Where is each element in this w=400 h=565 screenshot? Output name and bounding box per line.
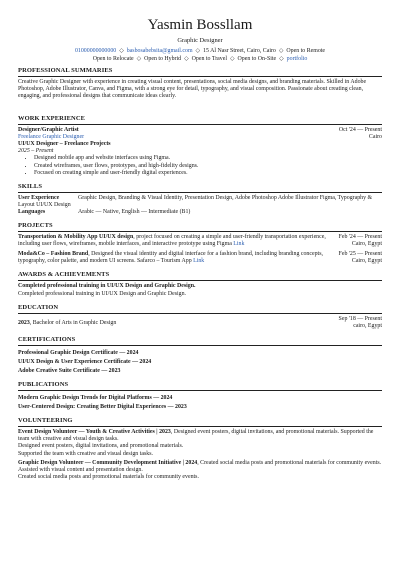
portfolio-link[interactable]: portfolio [286, 56, 308, 63]
project-date: Feb '24 — Present [338, 234, 382, 241]
work-preference: Open to Hybrid [144, 56, 182, 63]
project-entry [18, 234, 382, 248]
section-heading-education: EDUCATION [18, 304, 382, 314]
education-location: cairo, Egypt [353, 322, 382, 329]
project-title: Moda&Co – Fashion Brand [18, 251, 89, 258]
contact-line-1 [18, 47, 382, 55]
volunteer-detail: Designed event posters, digital invitations, and promotional materials. [18, 443, 184, 450]
section-heading-publications: PUBLICATIONS [18, 381, 382, 391]
education-date: Sep '18 — Present [338, 315, 382, 322]
list-item: • Designed mobile app and website interfaces using Figma. [34, 155, 382, 162]
section-heading-awards: AWARDS & ACHIEVEMENTS [18, 271, 382, 281]
project-link[interactable]: Link [233, 241, 245, 248]
project-title: Transportation & Mobility App UI/UX design [18, 234, 134, 241]
experience-row [18, 127, 382, 134]
section-heading-volunteering: VOLUNTEERING [18, 417, 382, 427]
volunteer-description: , Created social media posts and promotional materials for community events. Assisted with visual content and presentation design. [18, 459, 382, 473]
experience-date: Oct '24 — Present [338, 127, 382, 134]
work-preference: Open to On-Site [237, 56, 277, 63]
separator-icon: ◇ [136, 56, 142, 63]
skill-value: Arabic — Native, English — Intermediate (B1) [78, 208, 191, 215]
separator-icon: ◇ [279, 56, 284, 63]
email-link[interactable]: basbosabebsita@gmail.com [126, 48, 193, 54]
section-heading-certifications: CERTIFICATIONS [18, 336, 382, 346]
experience-date-2: 2025 – Present [18, 148, 54, 155]
volunteer-title: Event Design Volunteer — Youth & Creative Activities | 2023 [18, 429, 171, 436]
certification-item: UI/UX Design & User Experience Certificate — 2024 [18, 358, 152, 365]
volunteer-detail: Created social media posts and promotional materials for community events. [18, 473, 199, 480]
separator-icon: ◇ [278, 48, 284, 54]
address: 15 Al Nasr Street, Cairo, Cairo [203, 48, 276, 54]
project-location: Cairo, Egypt [351, 258, 382, 265]
separator-icon: ◇ [229, 56, 235, 63]
project-location: Cairo, Egypt [351, 241, 382, 248]
section-heading-summary: PROFESSIONAL SUMMARIES [18, 67, 382, 77]
volunteer-entry [18, 429, 382, 443]
education-entry [18, 316, 382, 330]
award-text: Completed professional training in UI/UX Design and Graphic Design. [18, 290, 187, 297]
languages-line [18, 209, 382, 216]
skill-label: Languages [18, 208, 46, 215]
project-date: Feb '25 — Present [338, 251, 382, 258]
education-year: 2023 [18, 319, 30, 326]
skill-label: User Experience [18, 194, 60, 201]
candidate-name: Yasmin Bossllam [147, 17, 253, 33]
volunteer-detail: Supported the team with creative and visual design tasks. [18, 450, 153, 457]
project-description: , Designed the visual identity and digital interface for a fashion brand, including branding concepts, typography, color palette, and modern UI screens. Safarco – Tourism App [18, 251, 323, 265]
summary-text: Creative Graphic Designer with experience in creating visual content, presentations, social media designs, and branding materials. Skilled in Adobe Photoshop, Adobe Illustrator, Canva, and Figma, with a strong eye for detail, typography, and visual composition. Passionate about creating clean, engaging, and professional designs that communicate ideas clearly. [18, 78, 367, 99]
award-title: Completed professional training in UI/UX Design and Graphic Design. [18, 283, 196, 290]
education-degree: , Bachelor of Arts in Graphic Design [29, 319, 117, 326]
volunteer-entry [18, 460, 382, 474]
experience-org-row [18, 134, 382, 141]
skill-value: Graphic Design, Branding & Visual Identity, Presentation Design, Adobe Photoshop Adobe Illustrator Figma, Typography & Layout UI/UX Design [18, 194, 373, 208]
publication-item: Modern Graphic Design Trends for Digital Platforms — 2024 [18, 395, 173, 402]
section-heading-skills: SKILLS [18, 183, 382, 193]
list-item: • Created wireframes, user flows, prototypes, and high-fidelity designs. [34, 163, 382, 170]
work-preference: Open to Travel [191, 56, 227, 63]
separator-icon: ◇ [195, 48, 201, 54]
experience-location: Cairo [368, 134, 382, 141]
contact-line-2 [18, 55, 382, 63]
experience-bullets [18, 155, 382, 176]
experience-org-link[interactable]: Freelance Graphic Designer [18, 134, 85, 141]
volunteer-title: Graphic Design Volunteer — Community Development Initiative | 2024 [18, 459, 198, 466]
section-heading-experience: WORK EXPERIENCE [18, 115, 382, 125]
volunteer-description: , Designed event posters, digital invitations, and promotional materials. Supported the team with creative and visual design tasks. [18, 429, 374, 443]
project-description: , project focused on creating a simple and user-friendly transportation experience, including user flows, wireframes, mobile interfaces, and interactive prototype using Figma [18, 234, 326, 248]
separator-icon: ◇ [184, 56, 189, 63]
work-preference: Open to Relocate [92, 56, 134, 63]
publication-item: User-Centered Design: Creating Better Digital Experiences — 2023 [18, 404, 187, 411]
section-heading-projects: PROJECTS [18, 222, 382, 232]
separator-icon: ◇ [119, 48, 124, 54]
project-entry [18, 251, 382, 265]
skills-line [18, 195, 382, 209]
phone-link[interactable]: 01000000000000 [74, 48, 117, 54]
experience-role: Designer/Graphic Artist [18, 127, 79, 134]
experience-role-2: UI/UX Designer – Freelance Projects [18, 141, 111, 148]
work-preference: Open to Remote [286, 48, 326, 54]
certification-item: Professional Graphic Design Certificate — 2024 [18, 349, 139, 356]
project-link[interactable]: Link [193, 258, 205, 265]
job-title: Graphic Designer [177, 37, 223, 44]
certification-item: Adobe Creative Suite Certificate — 2023 [18, 367, 121, 374]
list-item: • Focused on creating simple and user-friendly digital experiences. [34, 170, 382, 177]
